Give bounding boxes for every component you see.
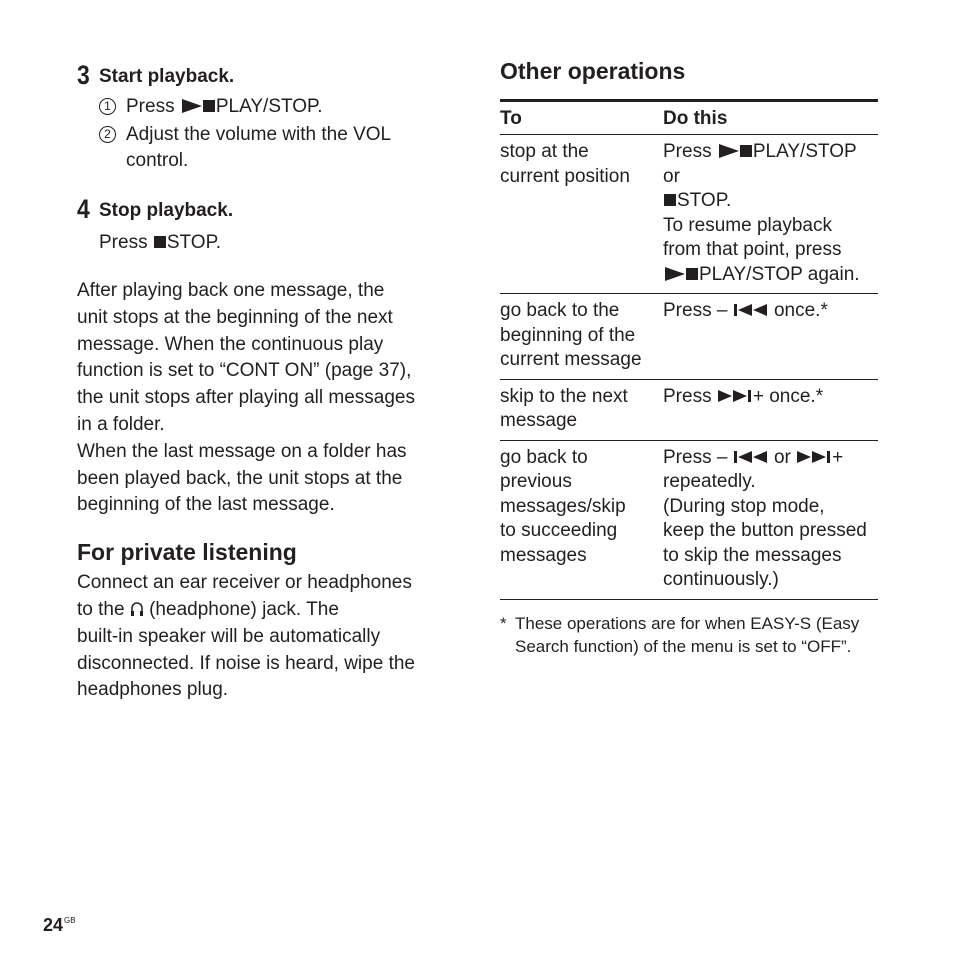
table-cell-do <box>663 294 878 380</box>
page-number-value: 24 <box>43 915 64 935</box>
language-code: GB <box>64 916 76 925</box>
table-row <box>500 379 878 440</box>
table-cell-do <box>663 379 878 440</box>
body-line: When the last message on a folder has <box>77 440 407 462</box>
text: Press – <box>663 446 733 468</box>
footnote-line: Search function) of the menu is set to “OFF”. <box>515 636 852 656</box>
substep-2 <box>99 122 447 174</box>
step-3 <box>77 60 447 94</box>
cell-line <box>663 299 878 324</box>
text: STOP. <box>677 190 732 211</box>
body-line <box>77 597 447 624</box>
text: Press <box>663 141 717 162</box>
left-column <box>77 60 447 704</box>
next-track-icon <box>796 450 832 464</box>
body-line: headphones plug. <box>77 679 229 701</box>
text: PLAY/STOP or <box>663 141 857 187</box>
previous-track-icon <box>733 450 769 464</box>
private-listening-paragraph <box>77 570 447 704</box>
next-track-icon <box>717 389 753 403</box>
cell-line <box>663 385 878 410</box>
cell-line: beginning of the <box>500 324 636 346</box>
body-line: After playing back one message, the <box>77 280 385 301</box>
cell-line: continuously.) <box>663 569 779 590</box>
text: PLAY/STOP again. <box>699 263 860 285</box>
stop-icon <box>664 194 676 206</box>
cell-line: current position <box>500 165 630 187</box>
table-header-row <box>500 101 878 135</box>
table-cell-to <box>500 379 663 440</box>
page-number <box>43 908 76 938</box>
text: + <box>832 446 844 468</box>
body-paragraph <box>77 278 447 519</box>
text: Press <box>663 385 717 407</box>
body-line: beginning of the last message. <box>77 494 335 516</box>
text: Press – <box>663 300 733 321</box>
cell-line <box>663 263 878 288</box>
circled-number: 2 <box>99 126 116 143</box>
cell-line <box>663 446 878 471</box>
cell-line: to skip the messages <box>663 544 842 566</box>
text: + once.* <box>752 385 824 407</box>
cell-line: messages <box>500 544 587 566</box>
cell-line <box>663 140 878 189</box>
cell-line: (During stop mode, <box>663 495 825 517</box>
stop-icon <box>154 236 166 248</box>
cell-line: go back to the <box>500 300 620 321</box>
body-line: message. When the continuous play <box>77 333 384 355</box>
cell-line: current message <box>500 349 642 370</box>
play-icon <box>665 267 685 281</box>
private-listening-heading: For private listening <box>77 539 297 566</box>
previous-track-icon <box>733 303 769 317</box>
right-column <box>500 56 878 658</box>
column-header-to: To <box>500 108 522 129</box>
table-row <box>500 135 878 294</box>
text: or <box>768 446 797 468</box>
cell-line: To resume playback <box>663 214 832 236</box>
substep-text: Adjust the volume with the VOL <box>126 124 392 145</box>
table-cell-to <box>500 135 663 294</box>
text: to the <box>77 598 130 620</box>
step-title: Stop playback. <box>99 200 234 221</box>
cell-line: from that point, press <box>663 239 842 260</box>
stop-icon <box>686 268 698 280</box>
table-cell-do <box>663 440 878 599</box>
body-line: Connect an ear receiver or headphones <box>77 572 412 594</box>
table-row <box>500 440 878 599</box>
cell-line: to succeeding <box>500 520 618 541</box>
body-line: built-in speaker will be automatically <box>77 625 381 647</box>
circled-number: 1 <box>99 98 116 115</box>
body-line: unit stops at the beginning of the next <box>77 306 393 328</box>
body-line: in a folder. <box>77 413 165 435</box>
column-header-do-this: Do this <box>663 108 728 129</box>
body-line: been played back, the unit stops at the <box>77 467 403 489</box>
cell-line: messages/skip <box>500 495 626 517</box>
other-operations-heading: Other operations <box>500 58 686 84</box>
cell-line: previous <box>500 471 572 492</box>
step-number: 4 <box>77 194 90 224</box>
text: once.* <box>768 300 828 321</box>
table-cell-do <box>663 135 878 294</box>
cell-line: stop at the <box>500 141 589 162</box>
substep-text: control. <box>126 150 189 171</box>
table-row <box>500 294 878 380</box>
table-cell-to <box>500 440 663 599</box>
instruction-text: Press <box>99 232 153 253</box>
footnote-line: These operations are for when EASY-S (Easy <box>515 613 860 633</box>
cell-line: repeatedly. <box>663 471 756 492</box>
substep-text: Press <box>126 96 180 117</box>
body-line: disconnected. If noise is heard, wipe the <box>77 652 415 674</box>
body-line: the unit stops after playing all messages <box>77 387 415 409</box>
step-number: 3 <box>77 60 90 90</box>
step-4-instruction <box>99 230 447 256</box>
play-icon <box>719 144 739 158</box>
cell-line: go back to <box>500 446 588 468</box>
cell-line: skip to the next <box>500 385 628 407</box>
cell-line: message <box>500 410 578 431</box>
text: (headphone) jack. The <box>143 598 339 620</box>
instruction-text: STOP. <box>166 232 222 253</box>
cell-line: keep the button pressed <box>663 520 867 541</box>
step-title: Start playback. <box>99 66 235 87</box>
substep-1 <box>99 94 447 120</box>
headphone-icon <box>130 601 144 617</box>
operations-table <box>500 99 878 600</box>
stop-icon <box>203 100 215 112</box>
play-icon <box>182 99 202 113</box>
body-line: function is set to “CONT ON” (page 37), <box>77 360 412 382</box>
footnote <box>500 612 878 658</box>
cell-line <box>663 189 878 214</box>
stop-icon <box>740 145 752 157</box>
substep-text: PLAY/STOP. <box>215 96 323 117</box>
table-cell-to <box>500 294 663 380</box>
step-4 <box>77 194 447 228</box>
footnote-marker: * <box>500 613 507 633</box>
